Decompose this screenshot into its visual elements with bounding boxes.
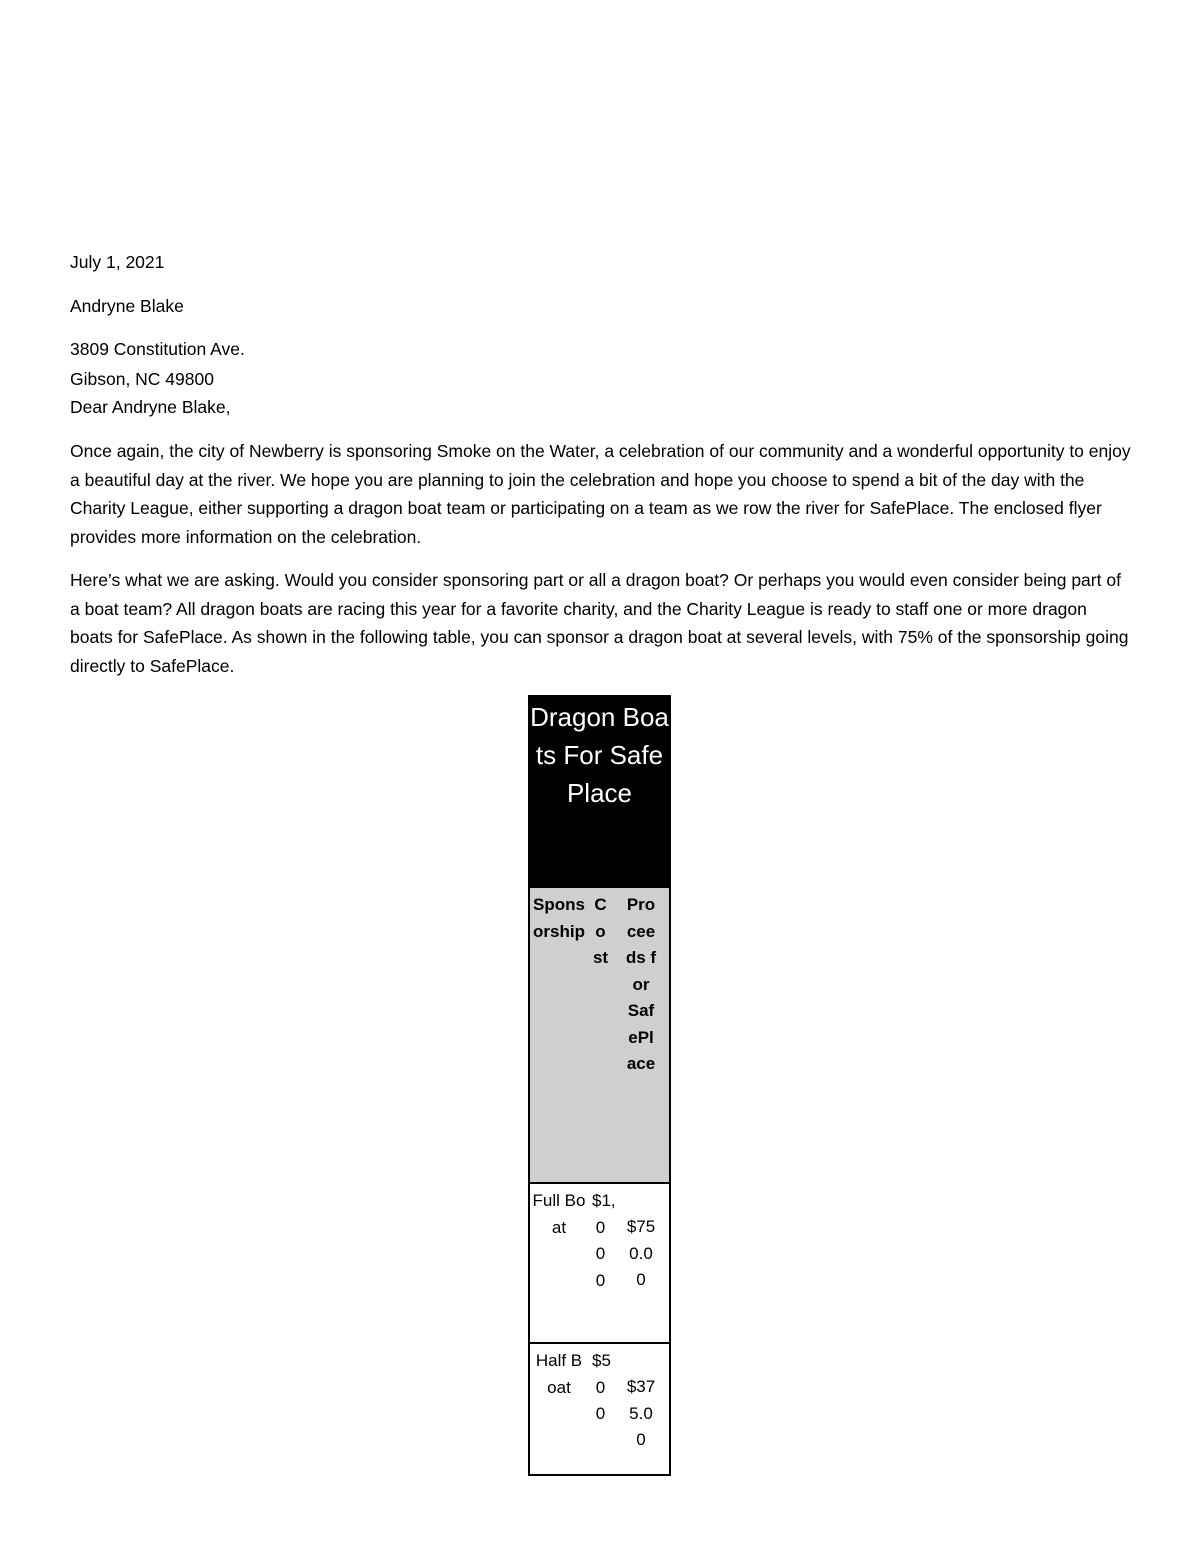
address-line-2: Gibson, NC 49800 [70, 369, 214, 389]
body-paragraph-1: Once again, the city of Newberry is sponsoring Smoke on the Water, a celebration of our community and a wonderful opportunity to enjoy a beautiful day at the river. We hope you are planning to join the celebration and hope you choose to spend a bit of the day with the Charity League, either supporting a dragon boat team or participating on a team as we row the river for SafePlace. The enclosed flyer provides more information on the celebration. [70, 441, 1131, 547]
cell-proceeds: $375.00 [626, 1377, 656, 1449]
cell-cost: $1,000 [592, 1191, 616, 1290]
table-row [530, 1182, 669, 1342]
cell-cost: $500 [592, 1351, 611, 1423]
letter-date: July 1, 2021 [70, 252, 165, 272]
cell-sponsorship: Half Boat [535, 1351, 583, 1397]
table-header-row [530, 886, 669, 1182]
recipient-name: Andryne Blake [70, 296, 184, 316]
header-sponsorship: Sponsorship [533, 895, 585, 941]
address-line-1: 3809 Constitution Ave. [70, 339, 245, 359]
header-cost: Cost [592, 895, 609, 967]
sponsorship-table [528, 695, 671, 1476]
body-paragraph-2: Here’s what we are asking. Would you consider sponsoring part or all a dragon boat? Or perhaps you would even consider being part of a boat team? All dragon boats are racing this year for a favorite charity, and the Charity League is ready to staff one or more dragon boats for SafePlace. As shown in the following table, you can sponsor a dragon boat at several levels, with 75% of the sponsorship going directly to SafePlace. [70, 570, 1129, 676]
cell-sponsorship: Full Boat [532, 1191, 586, 1237]
table-grid [528, 886, 671, 1476]
salutation: Dear Andryne Blake, [70, 397, 231, 417]
header-proceeds: Proceeds for SafePlace [625, 895, 657, 1073]
table-title: Dragon Boats For SafePlace [528, 695, 671, 886]
cell-proceeds: $750.00 [626, 1217, 656, 1289]
table-row [530, 1342, 669, 1474]
